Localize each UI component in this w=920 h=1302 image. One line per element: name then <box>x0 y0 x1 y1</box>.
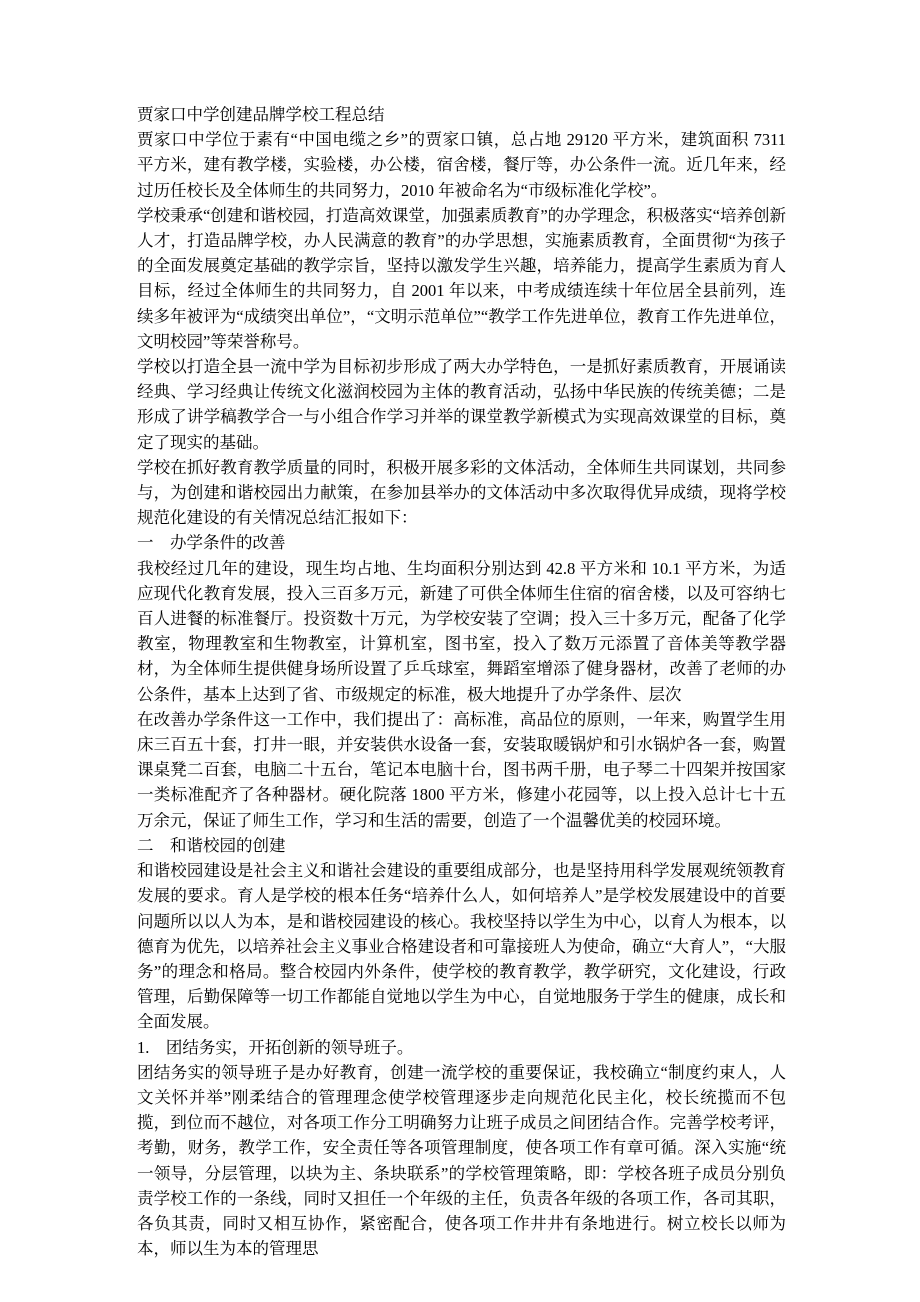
paragraph-features: 学校以打造全县一流中学为目标初步形成了两大办学特色，一是抓好素质教育，开展诵读经典、学习经典让传统文化滋润校园为主体的教育活动，弘扬中华民族的传统美德；二是形成了讲学稿教学合一与小组合作学习并举的课堂教学新模式为实现高效课堂的目标，奠定了现实的基础。 <box>137 357 786 452</box>
section-heading-1: 一 办学条件的改善 <box>137 533 286 553</box>
paragraph-philosophy: 学校秉承“创建和谐校园，打造高效课堂，加强素质教育”的办学理念，积极落实“培养创新人才，打造品牌学校，办人民满意的教育”的办学思想，实施素质教育，全面贯彻“为孩子的全面发展奠定基础的教学宗旨，坚持以激发学生兴趣，培养能力，提高学生素质为育人目标，经过全体师生的共同努力，自 2001 年以来，中考成绩连续十年位居全县前列，连续多年被评为“成绩突出单位”，“文明示范单位”“教学工作先进单位，教育工作先进单位，文明校园”等荣誉称号。 <box>137 205 786 351</box>
document-title: 贾家口中学创建品牌学校工程总结 <box>137 105 385 124</box>
paragraph-leadership: 团结务实的领导班子是办好教育，创建一流学校的重要保证，我校确立“制度约束人，人文关怀并举”刚柔结合的管理理念使学校管理逐步走向规范化民主化，校长统揽而不包揽，到位而不越位，对各项工作分工明确努力让班子成员之间团结合作。完善学校考评，考勤，财务，教学工作，安全责任等各项管理制度，使各项工作有章可循。深入实施“统一领导，分层管理，以块为主、条块联系”的学校管理策略，即：学校各班子成员分别负责学校工作的一条线，同时又担任一个年级的主任，负责各年级的各项工作，各司其职，各负其责，同时又相互协作，紧密配合，使各项工作井井有条地进行。树立校长以师为本，师以生为本的管理思 <box>137 1062 786 1259</box>
paragraph-intro: 贾家口中学位于素有“中国电缆之乡”的贾家口镇，总占地 29120 平方米，建筑面积 7311 平方米，建有教学楼，实验楼，办公楼，宿舍楼，餐厅等，办公条件一流。近几年来，经过历任校长及全体师生的共同努力，2010 年被命名为“市级标准化学校”。 <box>137 130 786 200</box>
paragraph-activities: 学校在抓好教育教学质量的同时，积极开展多彩的文体活动，全体师生共同谋划，共同参与，为创建和谐校园出力献策，在参加县举办的文体活动中多次取得优异成绩，现将学校规范化建设的有关情况总结汇报如下： <box>137 457 786 528</box>
subsection-heading-1: 1. 团结务实，开拓创新的领导班子。 <box>137 1037 414 1057</box>
section-heading-2: 二 和谐校园的创建 <box>137 835 286 855</box>
paragraph-facilities: 我校经过几年的建设，现生均占地、生均面积分别达到 42.8 平方米和 10.1 平方米，为适应现代化教育发展，投入三百多万元，新建了可供全体师生住宿的宿舍楼，以及可容纳七百人进餐的标准餐厅。投资数十万元，为学校安装了空调；投入三十多万元，配备了化学教室，物理教室和生物教室，计算机室，图书室，投入了数万元添置了音体美等教学器材，为全体师生提供健身场所设置了乒乓球室，舞蹈室增添了健身器材，改善了老师的办公条件，基本上达到了省、市级规定的标准，极大地提升了办学条件、层次 <box>137 558 786 704</box>
paragraph-harmony: 和谐校园建设是社会主义和谐社会建设的重要组成部分，也是坚持用科学发展观统领教育发展的要求。育人是学校的根本任务“培养什么人，如何培养人”是学校发展建设中的首要问题所以以人为本，是和谐校园建设的核心。我校坚持以学生为中心，以育人为根本，以德育为优先，以培养社会主义事业合格建设者和可靠接班人为使命，确立“大育人”，“大服务”的理念和格局。整合校园内外条件，使学校的教育教学，教学研究，文化建设，行政管理，后勤保障等一切工作都能自觉地以学生为中心，自觉地服务于学生的健康，成长和全面发展。 <box>137 861 786 1032</box>
paragraph-investment: 在改善办学条件这一工作中，我们提出了：高标准，高品位的原则，一年来，购置学生用床三百五十套，打井一眼，并安装供水设备一套，安装取暖锅炉和引水锅炉各一套，购置课桌凳二百套，电脑二十五台，笔记本电脑十台，图书两千册，电子琴二十四架并按国家一类标准配齐了各种器材。硬化院落 1800 平方米，修建小花园等，以上投入总计七十五万余元，保证了师生工作，学习和生活的需要，创造了一个温馨优美的校园环境。 <box>137 709 786 830</box>
